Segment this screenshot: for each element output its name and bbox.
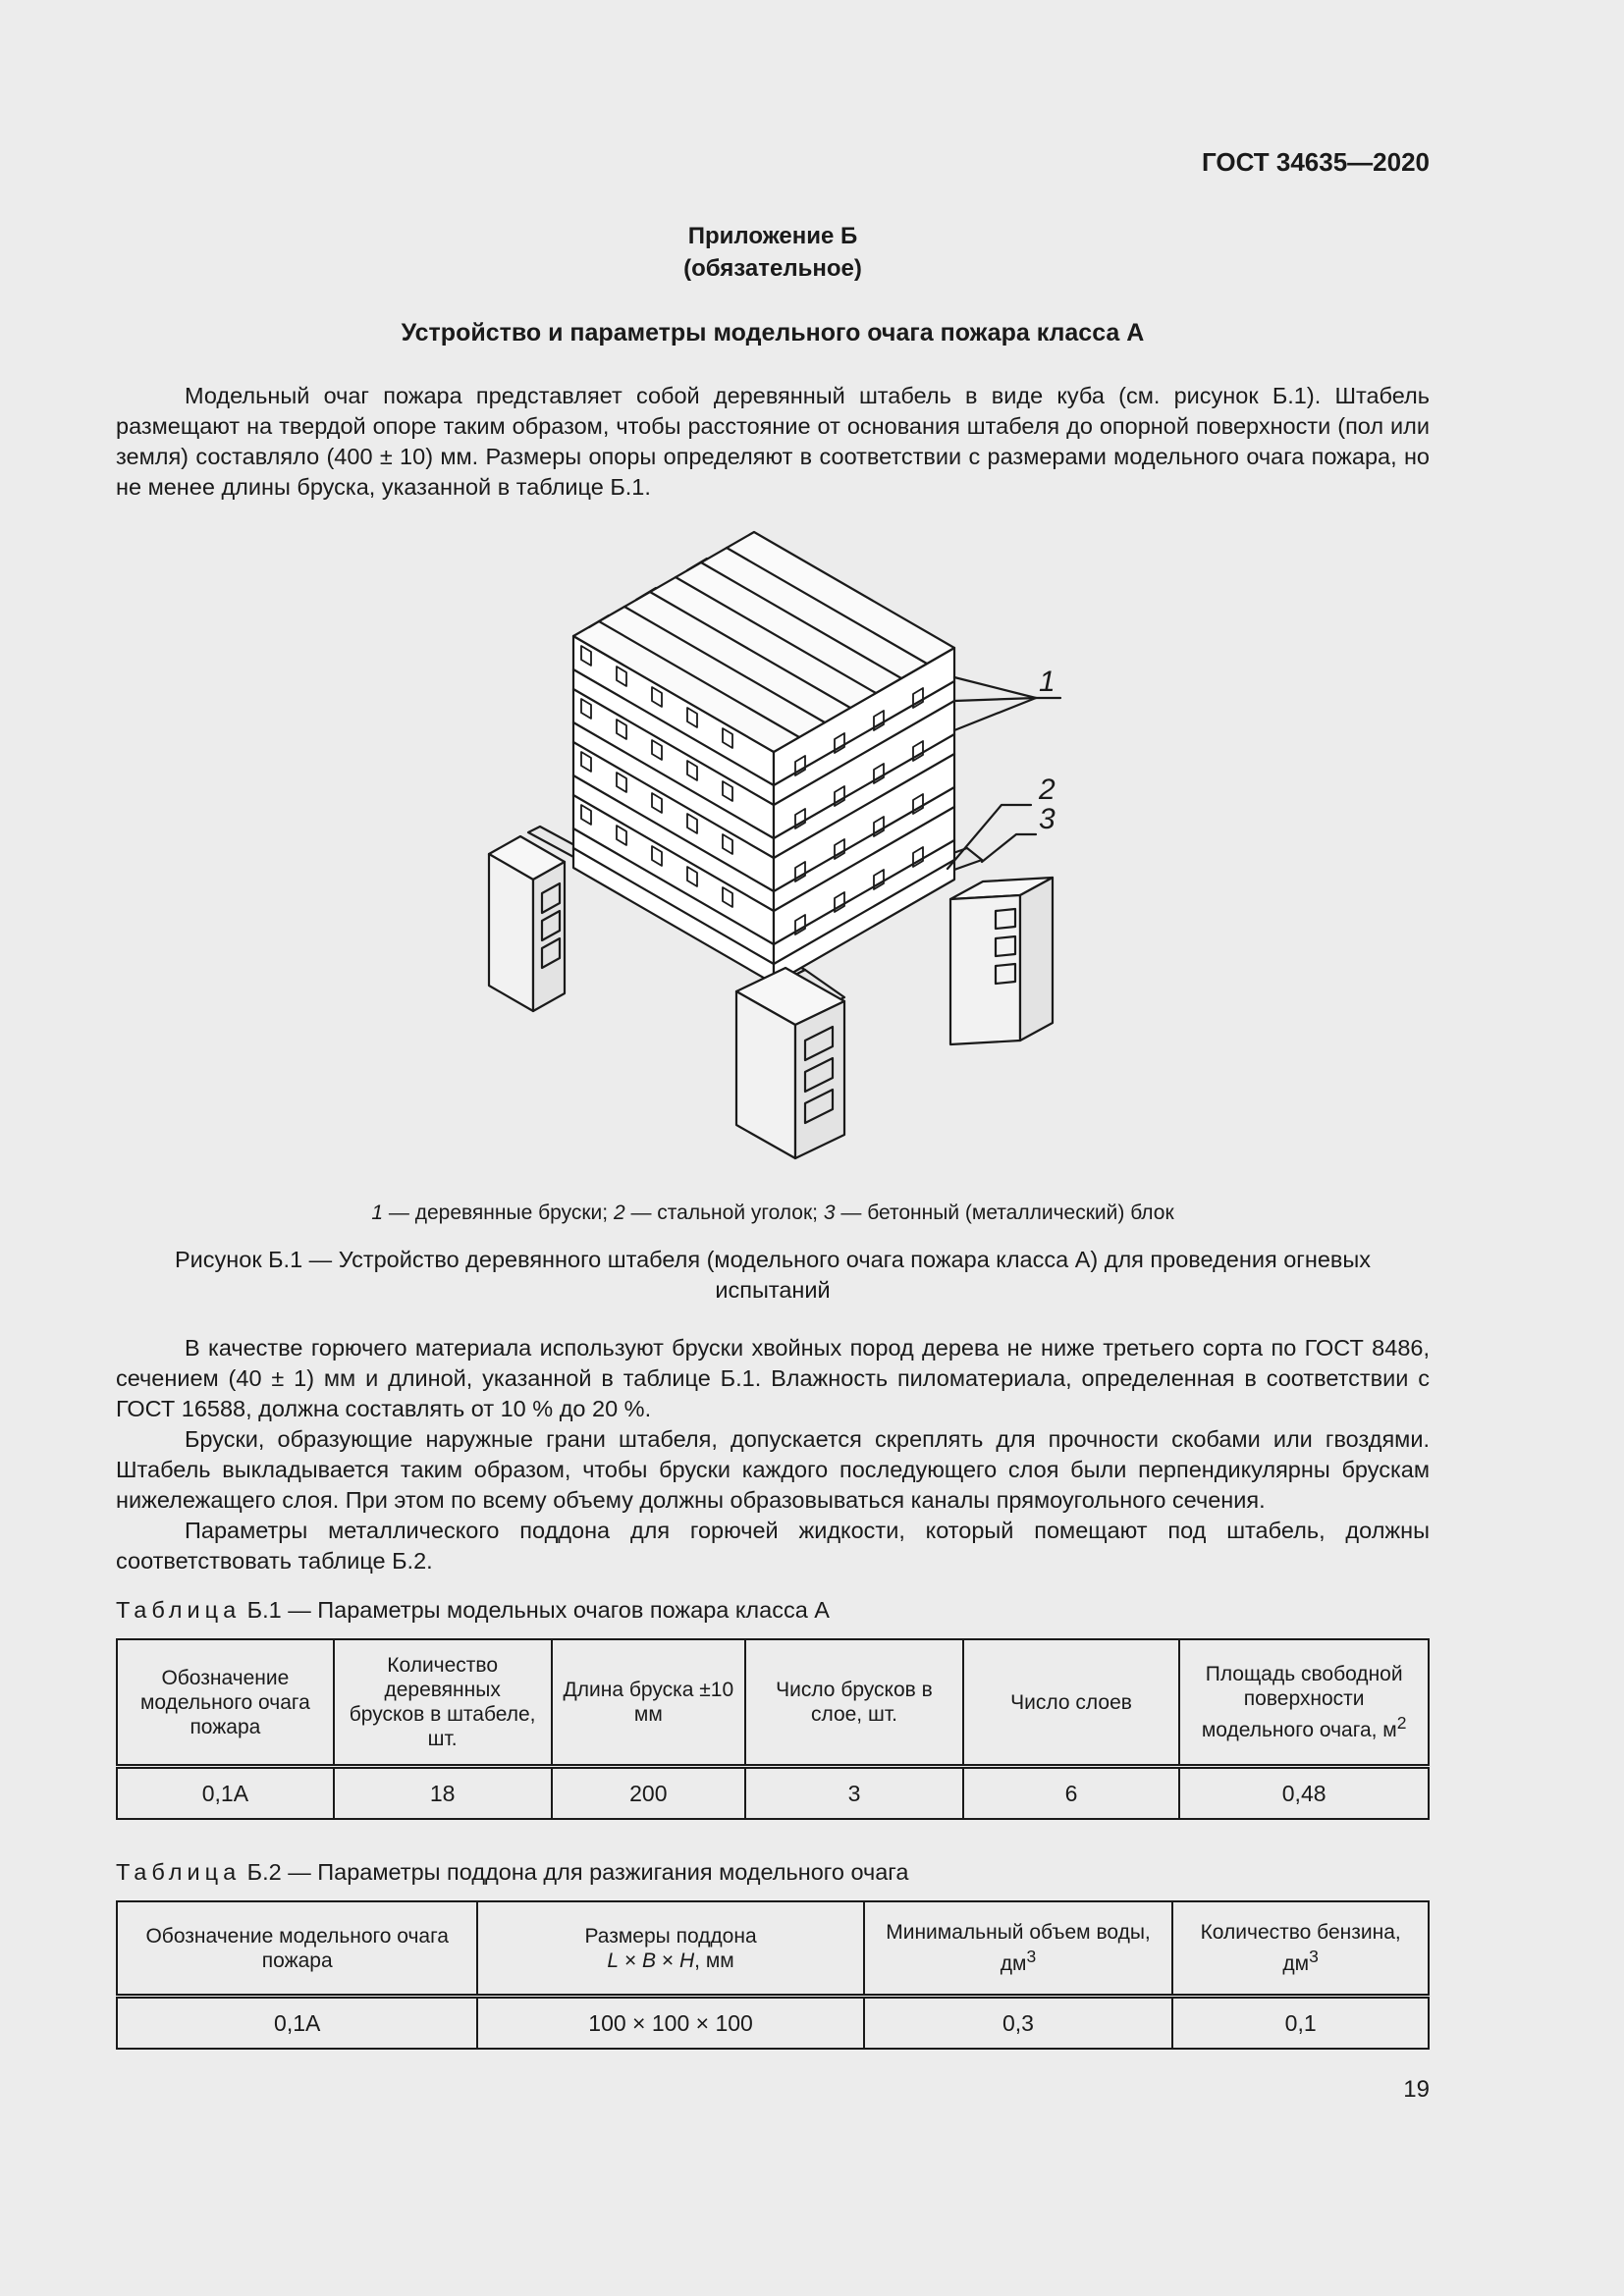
table1-cell-bars-per-layer: 3 — [745, 1767, 963, 1820]
legend-text-2: — стальной уголок; — [624, 1201, 824, 1224]
dim-l: L — [607, 1949, 620, 1972]
dim-b: B — [642, 1949, 657, 1972]
legend-num-2: 2 — [613, 1201, 625, 1224]
callout-2: 2 — [1039, 774, 1056, 806]
callout-1: 1 — [1039, 666, 1056, 698]
table2-header-petrol-sup: 3 — [1309, 1947, 1319, 1966]
table2-cell-designation: 0,1А — [117, 1997, 477, 2050]
table1-header-free-area — [1179, 1639, 1429, 1767]
figure-caption: Рисунок Б.1 — Устройство деревянного штабеля (модельного очага пожара класса А) для проведения огневых испытаний — [174, 1247, 1372, 1303]
intro-paragraph: Модельный очаг пожара представляет собой деревянный штабель в виде куба (см. рисунок Б.1). Штабель размещают на твердой опоре таким образом, чтобы расстояние от основания штабеля до опорной поверхности (пол или земля) составляло (400 ± 10) мм. Размеры опоры определяют в соответствии с размерами модельного очага пожара, но не менее длины бруска, указанной в таблице Б.1. — [116, 383, 1430, 500]
concrete-block-right — [950, 878, 1053, 1044]
table-row — [117, 1767, 1429, 1820]
table1-header-free-area-sup: 2 — [1396, 1713, 1407, 1733]
table2-header-designation: Обозначение модельного очага пожара — [117, 1901, 477, 1997]
table-header-row — [117, 1639, 1429, 1767]
table1-caption: Б.1 — Параметры модельных очагов пожара класса А — [241, 1597, 830, 1623]
concrete-block-left — [489, 836, 565, 1011]
table-model-fire-parameters — [116, 1638, 1430, 1820]
callout-3: 3 — [1039, 803, 1056, 835]
material-paragraph: В качестве горючего материала используют бруски хвойных пород дерева не ниже третьего сорта по ГОСТ 8486, сечением (40 ± 1) мм и длиной, указанной в таблице Б.1. Влажность пиломатериала, определенная в соответствии с ГОСТ 16588, должна составлять от 10 % до 20 %. — [116, 1335, 1430, 1421]
table1-cell-bar-count: 18 — [334, 1767, 552, 1820]
table1-header-bars-per-layer: Число брусков в слое, шт. — [745, 1639, 963, 1767]
table2-header-water — [864, 1901, 1173, 1997]
table1-header-bar-count: Количество деревянных брусков в штабеле, шт. — [334, 1639, 552, 1767]
table1-label: Таблица — [116, 1597, 242, 1623]
legend-num-1: 1 — [371, 1201, 384, 1224]
legend-num-3: 3 — [823, 1201, 836, 1224]
wood-crib-figure — [471, 530, 1100, 1168]
table-row — [117, 1997, 1429, 2050]
table2-cell-water: 0,3 — [864, 1997, 1173, 2050]
table1-header-free-area-text: Площадь свободной поверхности модельного очага, м — [1201, 1663, 1403, 1741]
table2-title — [116, 1859, 908, 1886]
dim-unit: , мм — [694, 1949, 734, 1972]
dim-sep-2: × — [656, 1949, 679, 1972]
table1-header-bar-length: Длина бруска ±10 мм — [552, 1639, 746, 1767]
table1-header-designation: Обозначение модельного очага пожара — [117, 1639, 334, 1767]
table1-header-layers: Число слоев — [963, 1639, 1180, 1767]
table1-cell-bar-length: 200 — [552, 1767, 746, 1820]
table1-cell-layers: 6 — [963, 1767, 1180, 1820]
tray-paragraph: Параметры металлического поддона для горючей жидкости, который помещают под штабель, должны соответствовать таблице Б.2. — [116, 1518, 1430, 1574]
dim-sep-1: × — [619, 1949, 643, 1972]
legend-text-1: — деревянные бруски; — [383, 1201, 614, 1224]
body-text — [116, 1333, 1430, 1576]
table2-header-petrol — [1172, 1901, 1429, 1997]
annex-title: Приложение Б — [687, 223, 858, 249]
table1-title — [116, 1597, 830, 1624]
concrete-block-front — [736, 968, 844, 1158]
table2-caption: Б.2 — Параметры поддона для разжигания модельного очага — [241, 1859, 909, 1885]
page-number: 19 — [1403, 2076, 1430, 2103]
table2-header-tray-size-line1: Размеры поддона — [584, 1924, 757, 1948]
table2-header-tray-size — [477, 1901, 863, 1997]
table1-cell-free-area: 0,48 — [1179, 1767, 1429, 1820]
table2-cell-tray-size: 100 × 100 × 100 — [477, 1997, 863, 2050]
table2-label: Таблица — [116, 1859, 242, 1885]
document-code: ГОСТ 34635—2020 — [1202, 147, 1430, 177]
legend-text-3: — бетонный (металлический) блок — [835, 1201, 1174, 1224]
table-tray-parameters — [116, 1900, 1430, 2050]
table2-cell-petrol: 0,1 — [1172, 1997, 1429, 2050]
section-title: Устройство и параметры модельного очага пожара класса А — [401, 319, 1145, 347]
fastening-paragraph: Бруски, образующие наружные грани штабеля, допускается скреплять для прочности скобами или гвоздями. Штабель выкладывается таким образом, чтобы бруски каждого последующего слоя были перпендикулярны брускам нижележащего слоя. При этом по всему объему должны образовываться каналы прямоугольного сечения. — [116, 1426, 1430, 1513]
table1-cell-designation: 0,1А — [117, 1767, 334, 1820]
dim-h: H — [679, 1949, 695, 1972]
table2-header-water-sup: 3 — [1026, 1947, 1037, 1966]
annex-subtitle: (обязательное) — [683, 255, 862, 282]
table2-header-petrol-text: Количество бензина, дм — [1200, 1921, 1401, 1975]
table-header-row — [117, 1901, 1429, 1997]
figure-legend — [116, 1201, 1430, 1225]
table2-header-water-text: Минимальный объем воды, дм — [886, 1921, 1151, 1975]
